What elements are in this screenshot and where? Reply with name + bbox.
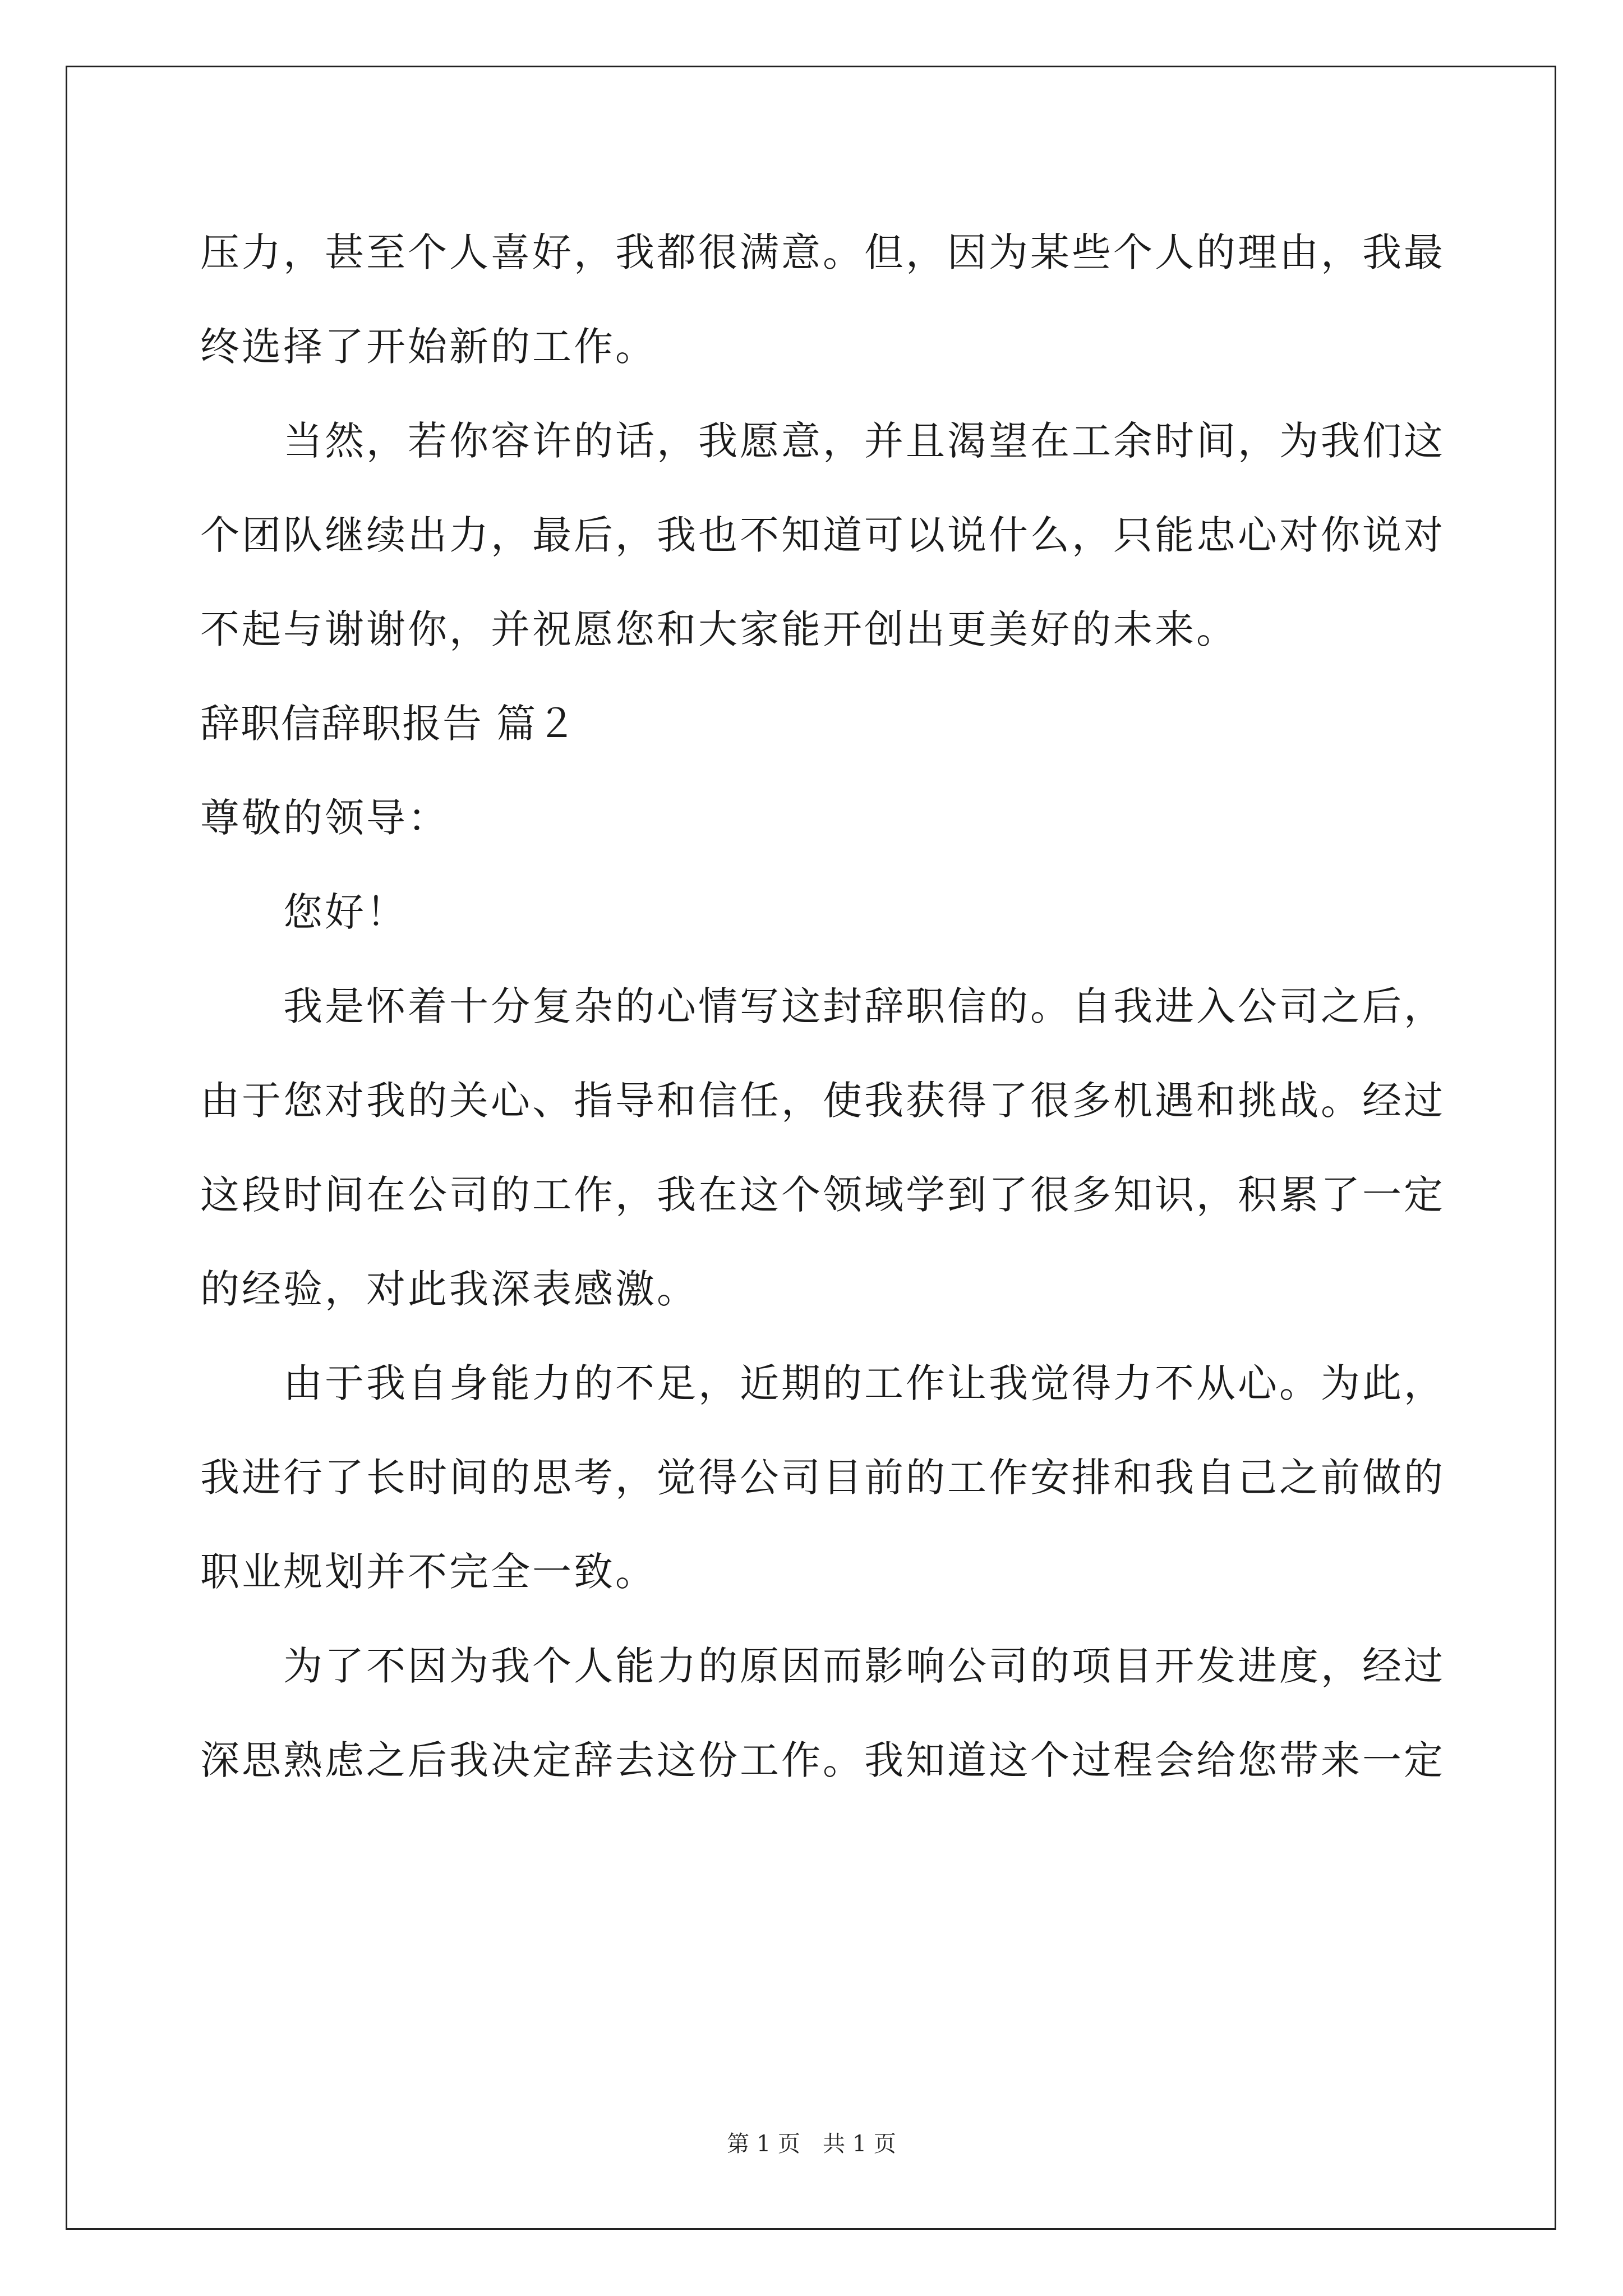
body-line: 当然，若你容许的话，我愿意，并且渴望在工余时间，为我们这 xyxy=(200,418,1445,464)
body-line: 的经验，对此我深表感激。 xyxy=(200,1266,698,1312)
page-footer: 第 1 页 共 1 页 xyxy=(727,2131,896,2157)
body-line: 深思熟虑之后我决定辞去这份工作。我知道这个过程会给您带来一定 xyxy=(200,1737,1445,1783)
document-body xyxy=(200,205,1445,1807)
body-line: 我是怀着十分复杂的心情写这封辞职信的。自我进入公司之后， xyxy=(200,983,1445,1029)
section-heading: 辞职信辞职报告 篇２ xyxy=(200,701,578,747)
body-line: 压力，甚至个人喜好，我都很满意。但，因为某些个人的理由，我最 xyxy=(200,229,1445,275)
body-line: 个团队继续出力，最后，我也不知道可以说什么，只能忠心对你说对 xyxy=(200,512,1445,558)
greeting: 您好！ xyxy=(200,889,408,935)
body-line: 由于您对我的关心、指导和信任，使我获得了很多机遇和挑战。经过 xyxy=(200,1078,1445,1124)
body-line: 不起与谢谢你，并祝愿您和大家能开创出更美好的未来。 xyxy=(200,606,1238,652)
body-line: 这段时间在公司的工作，我在这个领域学到了很多知识，积累了一定 xyxy=(200,1172,1445,1218)
body-line: 职业规划并不完全一致。 xyxy=(200,1549,657,1595)
salutation: 尊敬的领导： xyxy=(200,795,449,841)
body-line: 由于我自身能力的不足，近期的工作让我觉得力不从心。为此， xyxy=(200,1360,1445,1406)
body-line: 终选择了开始新的工作。 xyxy=(200,324,657,370)
body-line: 为了不因为我个人能力的原因而影响公司的项目开发进度，经过 xyxy=(200,1643,1445,1689)
body-line: 我进行了长时间的思考，觉得公司目前的工作安排和我自己之前做的 xyxy=(200,1455,1445,1501)
